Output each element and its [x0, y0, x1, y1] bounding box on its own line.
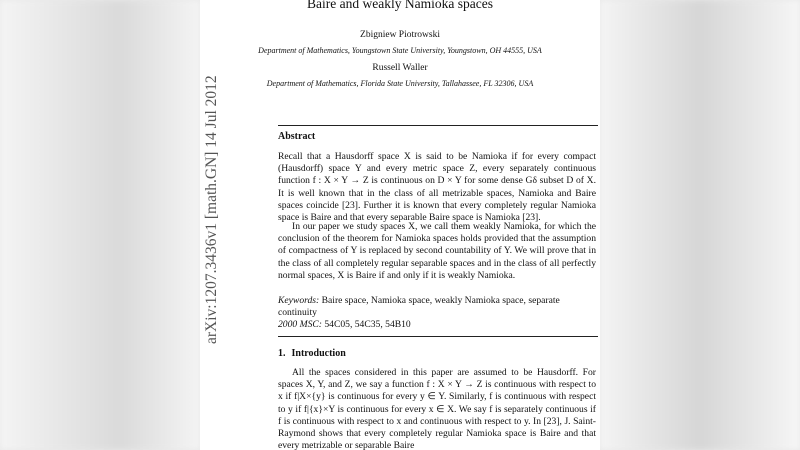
- author-affiliation-1: Department of Mathematics, Youngstown State University, Youngstown, OH 44555, USA: [258, 46, 542, 55]
- abstract-heading: Abstract: [278, 131, 316, 142]
- paper-page: [200, 0, 600, 450]
- msc-text: 54C05, 54C35, 54B10: [324, 319, 411, 330]
- abstract-paragraph-1: Recall that a Hausdorff space X is said to be Namioka if for every compact (Hausdorff) space Y and every metric space Z, every separately continuous function f : X × Y → Z is continuous on D × Y for some dense Gδ subset D of X. It is well known that in the class of all metrizable spaces, Namioka and Baire spaces coincide [23]. Further it is known that every completely regular Namioka space is Baire and that every separable Baire space is Namioka [23].: [278, 151, 596, 224]
- msc-label: 2000 MSC:: [278, 319, 322, 330]
- section-number: 1.: [278, 348, 286, 359]
- background-right: [600, 0, 800, 450]
- author-name-2: Russell Waller: [372, 63, 428, 73]
- keywords-text: Baire space, Namioka space, weakly Namioka space, separate continuity: [278, 295, 560, 319]
- paper-title: Baire and weakly Namioka spaces: [307, 0, 493, 11]
- section-heading: [278, 348, 346, 359]
- abstract-bottom-rule: [278, 336, 598, 337]
- section-title: Introduction: [291, 348, 346, 359]
- intro-paragraph: All the spaces considered in this paper are assumed to be Hausdorff. For spaces X, Y, and Z, we say a function f : X × Y → Z is continuous with respect to x if f|X×{y} is continuous for every y ∈ Y. Similarly, f is continuous with respect to y if f|{x}×Y is continuous for every x ∈ X. We say f is separately continuous if f is continuous with respect to x and continuous with respect to y. In [23], J. Saint-Raymond shows that every completely regular Namioka space is Baire and that every metrizable or separable Baire: [278, 367, 596, 450]
- arxiv-id: arXiv:1207.3436v1 [math.GN] 14 Jul 2012: [203, 75, 220, 344]
- author-name-1: Zbigniew Piotrowski: [360, 30, 440, 40]
- background-left: [0, 0, 200, 450]
- msc-block: [278, 319, 596, 331]
- abstract-top-rule: [278, 125, 598, 126]
- arxiv-stamp: [203, 44, 223, 344]
- author-affiliation-2: Department of Mathematics, Florida State University, Tallahassee, FL 32306, USA: [266, 79, 534, 88]
- keywords-block: [278, 295, 596, 319]
- keywords-label: Keywords:: [278, 295, 320, 306]
- abstract-paragraph-2: In our paper we study spaces X, we call them weakly Namioka, for which the conclusion of the theorem for Namioka spaces holds provided that the assumption of compactness of Y is replaced by second countability of Y. We will prove that in the class of all completely regular separable spaces and in the class of all perfectly normal spaces, X is Baire if and only if it is weakly Namioka.: [278, 221, 596, 281]
